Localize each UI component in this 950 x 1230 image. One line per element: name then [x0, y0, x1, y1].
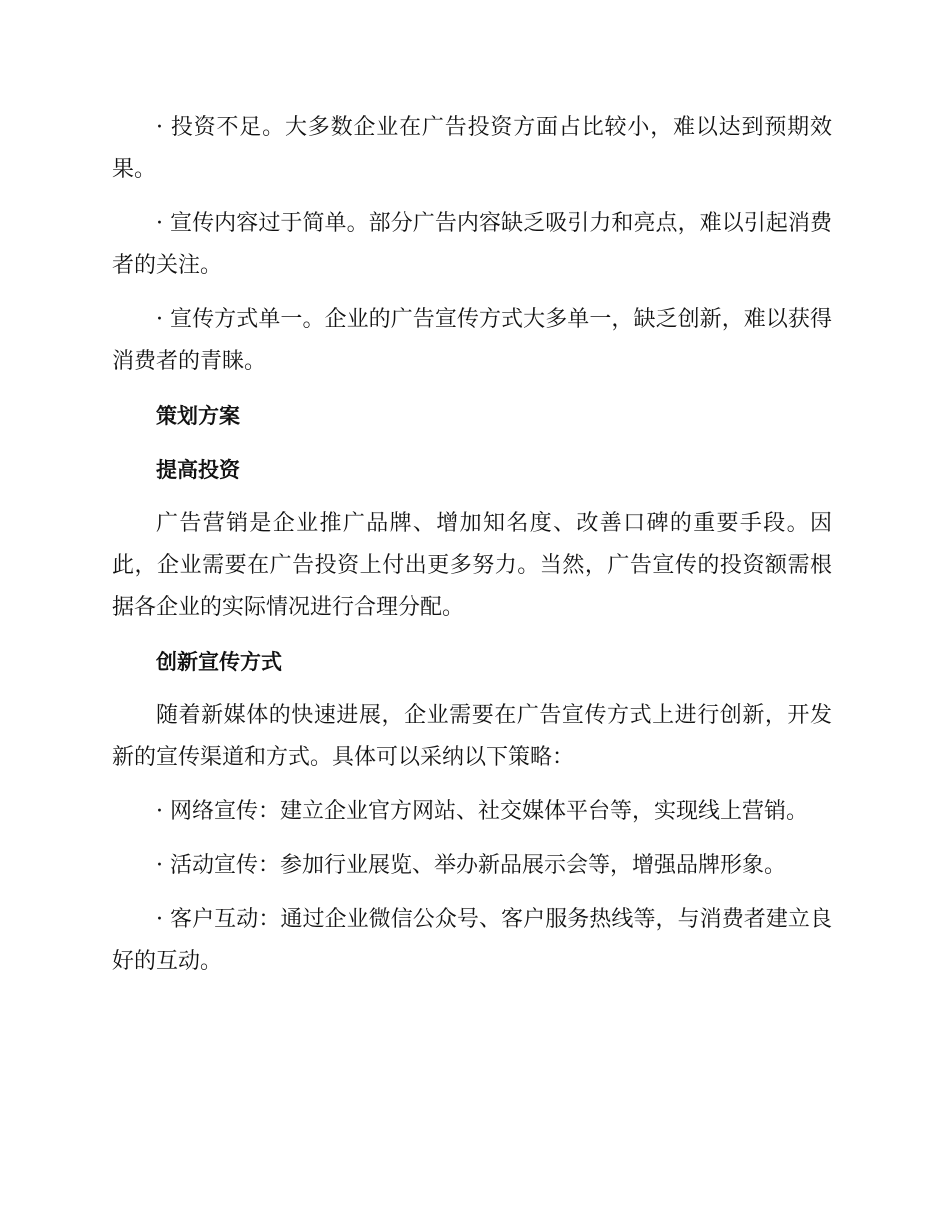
- bullet-event-promotion: · 活动宣传：参加行业展览、举办新品展示会等，增强品牌形象。: [156, 853, 786, 878]
- bullet-investment-shortage: · 投资不足。大多数企业在广告投资方面占比较小，难以达到预期效果。: [112, 115, 832, 182]
- subheading-innovative-methods: 创新宣传方式: [156, 650, 282, 674]
- bullet-single-method: · 宣传方式单一。企业的广告宣传方式大多单一，缺乏创新，难以获得消费者的青睐。: [112, 307, 832, 374]
- document-page: [112, 107, 832, 995]
- section-heading-plan: 策划方案: [156, 404, 240, 428]
- paragraph-investment: 广告营销是企业推广品牌、增加知名度、改善口碑的重要手段。因此，企业需要在广告投资上付出更多努力。当然，广告宣传的投资额需根据各企业的实际情况进行合理分配。: [112, 511, 832, 620]
- paragraph-new-media: 随着新媒体的快速进展，企业需要在广告宣传方式上进行创新，开发新的宣传渠道和方式。具体可以采纳以下策略：: [112, 703, 832, 770]
- bullet-customer-interaction: · 客户互动：通过企业微信公众号、客户服务热线等，与消费者建立良好的互动。: [112, 907, 832, 974]
- bullet-online-promotion: · 网络宣传：建立企业官方网站、社交媒体平台等，实现线上营销。: [156, 799, 808, 824]
- bullet-content-too-simple: · 宣传内容过于简单。部分广告内容缺乏吸引力和亮点，难以引起消费者的关注。: [112, 211, 832, 278]
- subheading-increase-investment: 提高投资: [156, 458, 240, 482]
